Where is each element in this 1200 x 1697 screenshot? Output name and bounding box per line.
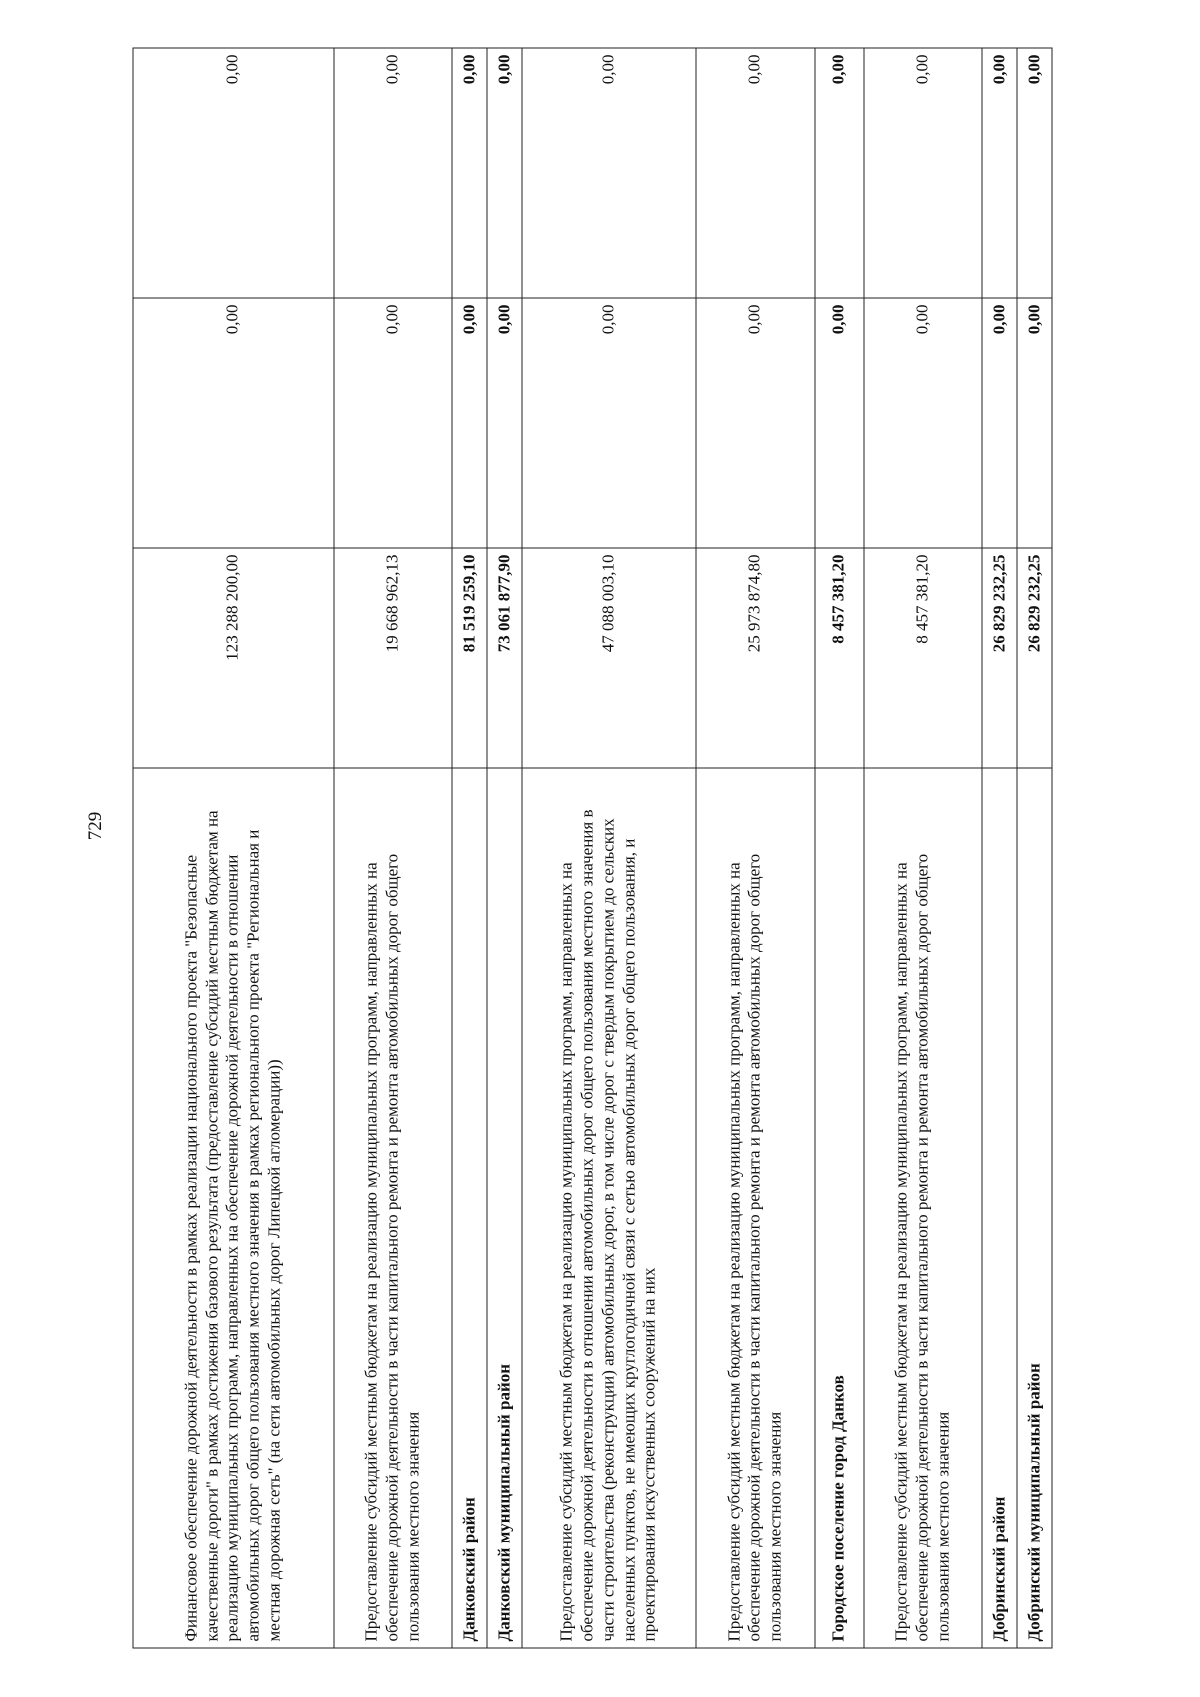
budget-table [133,48,1053,1649]
row-value-1: 123 288 200,00 [133,548,334,768]
row-value-2: 0,00 [982,298,1017,548]
row-value-3: 0,00 [696,48,815,298]
row-value-2: 0,00 [334,298,453,548]
page-number: 729 [85,811,106,841]
row-value-1: 73 061 877,90 [487,548,522,768]
row-value-1: 26 829 232,25 [982,548,1017,768]
row-name: Добринский муниципальный район [1017,768,1052,1648]
table-row [133,48,334,1648]
row-name: Предоставление субсидий местным бюджетам на реализацию муниципальных программ, направленных на обеспечение дорожной деятельности в части капитального ремонта и ремонта автомобильных дорог общего пользования местного значения [696,768,815,1648]
row-value-2: 0,00 [487,298,522,548]
table-row [696,48,815,1648]
row-name: Предоставление субсидий местным бюджетам на реализацию муниципальных программ, направленных на обеспечение дорожной деятельности в отношении автомобильных дорог общего пользования местного значения в части строительства (реконструкции) автомобильных дорог, в том числе дорог с твердым покрытием до сельских населенных пунктов, не имеющих круглогодичной связи с сетью автомобильных дорог общего пользования, и проектирования искусственных сооружений на них [522,768,696,1648]
table-row [522,48,696,1648]
row-name: Добринский район [982,768,1017,1648]
row-value-3: 0,00 [452,48,487,298]
row-value-2: 0,00 [864,298,983,548]
row-value-3: 0,00 [487,48,522,298]
row-value-3: 0,00 [982,48,1017,298]
row-value-3: 0,00 [1017,48,1052,298]
row-value-2: 0,00 [452,298,487,548]
row-name: Финансовое обеспечение дорожной деятельности в рамках реализации национального проекта "Безопасные качественные дороги" в рамках достижения базового результата (предоставление субсидий местным бюджетам на реализацию муниципальных программ, направленных на обеспечение дорожной деятельности в отношении автомобильных дорог общего пользования местного значения в рамках регионального проекта "Региональная и местная дорожная сеть" (на сети автомобильных дорог Липецкой агломерации)) [133,768,334,1648]
row-value-1: 19 668 962,13 [334,548,453,768]
row-value-3: 0,00 [815,48,864,298]
row-name: Предоставление субсидий местным бюджетам на реализацию муниципальных программ, направленных на обеспечение дорожной деятельности в части капитального ремонта и ремонта автомобильных дорог общего пользования местного значения [864,768,983,1648]
table-row [452,48,487,1648]
row-name: Городское поселение город Данков [815,768,864,1648]
row-value-2: 0,00 [696,298,815,548]
row-name: Данковский муниципальный район [487,768,522,1648]
row-value-2: 0,00 [522,298,696,548]
row-value-1: 8 457 381,20 [815,548,864,768]
row-value-1: 25 973 874,80 [696,548,815,768]
row-value-1: 81 519 259,10 [452,548,487,768]
table-row [487,48,522,1648]
table-row [815,48,864,1648]
row-value-2: 0,00 [815,298,864,548]
row-value-3: 0,00 [522,48,696,298]
row-value-3: 0,00 [864,48,983,298]
table-row [1017,48,1052,1648]
row-value-1: 26 829 232,25 [1017,548,1052,768]
row-value-3: 0,00 [133,48,334,298]
row-value-1: 47 088 003,10 [522,548,696,768]
row-value-2: 0,00 [1017,298,1052,548]
row-value-3: 0,00 [334,48,453,298]
table-row [982,48,1017,1648]
table-row [864,48,983,1648]
row-name: Данковский район [452,768,487,1648]
row-name: Предоставление субсидий местным бюджетам на реализацию муниципальных программ, направленных на обеспечение дорожной деятельности в части капитального ремонта и ремонта автомобильных дорог общего пользования местного значения [334,768,453,1648]
table-row [334,48,453,1648]
row-value-2: 0,00 [133,298,334,548]
row-value-1: 8 457 381,20 [864,548,983,768]
